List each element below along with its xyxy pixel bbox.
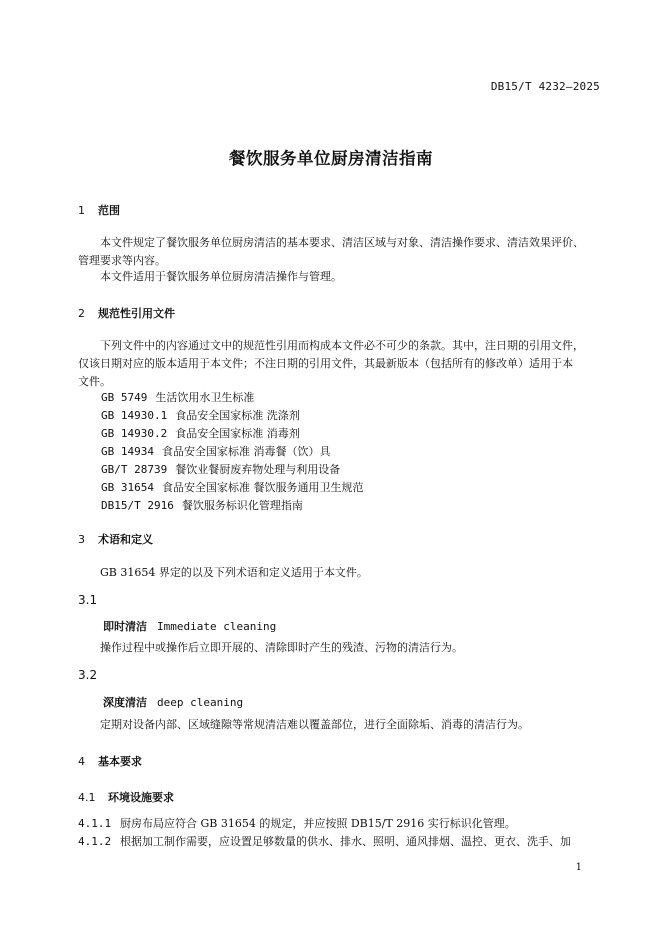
section-4-heading <box>78 753 142 769</box>
section-number: 2 <box>78 307 85 320</box>
reference-name: 食品安全国家标准 餐饮服务通用卫生规范 <box>161 481 364 494</box>
subsection-4-1-heading <box>78 789 174 805</box>
reference-code: DB15/T 2916 <box>101 499 174 512</box>
reference-name: 餐饮服务标识化管理指南 <box>181 499 303 512</box>
clause-text: 根据加工制作需要，应设置足够数量的供水、排水、照明、通风排烟、温控、更衣、洗手、加 <box>120 835 571 848</box>
section-title: 规范性引用文件 <box>98 307 175 320</box>
clause-number: 4.1.1 <box>78 817 112 830</box>
normative-intro-line-3: 文件。 <box>78 375 111 388</box>
term-title <box>103 694 243 710</box>
section-number: 4 <box>78 755 85 768</box>
section-title: 范围 <box>98 204 120 217</box>
scope-paragraph-1-line-1: 本文件规定了餐饮服务单位厨房清洁的基本要求、清洁区域与对象、清洁操作要求、清洁效果评价、 <box>100 236 584 249</box>
section-1-heading <box>78 202 120 218</box>
reference-item <box>101 461 340 477</box>
reference-code: GB/T 28739 <box>101 463 168 476</box>
reference-code: GB 14930.1 <box>101 409 168 422</box>
section-2-heading <box>78 305 175 321</box>
reference-code: GB 5749 <box>101 391 148 404</box>
reference-item <box>101 443 330 459</box>
term-english: deep cleaning <box>157 696 244 709</box>
section-title: 基本要求 <box>98 755 142 768</box>
normative-intro-line-2: 仅该日期对应的版本适用于本文件；不注日期的引用文件，其最新版本（包括所有的修改单）适用于本 <box>78 357 573 370</box>
reference-name: 食品安全国家标准 消毒剂 <box>175 427 300 440</box>
clause-item <box>78 833 571 849</box>
clause-number: 4.1.2 <box>78 835 112 848</box>
term-definition: 操作过程中或操作后立即开展的、清除即时产生的残渣、污物的清洁行为。 <box>100 641 463 654</box>
reference-item <box>101 389 254 405</box>
reference-item <box>101 425 300 441</box>
reference-code: GB 14930.2 <box>101 427 168 440</box>
term-number: 3.1 <box>78 593 98 607</box>
page-number: 1 <box>575 862 582 873</box>
reference-name: 生活饮用水卫生标准 <box>155 391 255 404</box>
section-3-heading <box>78 531 153 547</box>
reference-name: 食品安全国家标准 消毒餐（饮）具 <box>161 445 331 458</box>
reference-item <box>101 407 300 423</box>
scope-paragraph-2: 本文件适用于餐饮服务单位厨房清洁操作与管理。 <box>100 270 342 283</box>
clause-item <box>78 815 516 831</box>
term-english: Immediate cleaning <box>157 620 277 633</box>
scope-paragraph-1-line-2: 管理要求等内容。 <box>78 254 166 267</box>
subsection-title: 环境设施要求 <box>108 791 174 804</box>
term-number: 3.2 <box>78 668 98 682</box>
subsection-number: 4.1 <box>78 791 96 804</box>
section-number: 3 <box>78 533 85 546</box>
reference-item <box>101 497 303 513</box>
terms-intro: GB 31654 界定的以及下列术语和定义适用于本文件。 <box>100 566 368 579</box>
normative-intro-line-1: 下列文件中的内容通过文中的规范性引用而构成本文件必不可少的条款。其中，注日期的引用文件， <box>100 339 584 352</box>
clause-text: 厨房布局应符合 GB 31654 的规定，并应按照 DB15/T 2916 实行标识化管理。 <box>120 817 516 830</box>
term-chinese: 即时清洁 <box>103 620 147 633</box>
reference-item <box>101 479 363 495</box>
reference-name: 餐饮业餐厨废弃物处理与利用设备 <box>175 463 341 476</box>
term-chinese: 深度清洁 <box>103 696 147 709</box>
section-number: 1 <box>78 204 85 217</box>
section-title: 术语和定义 <box>98 533 153 546</box>
reference-name: 食品安全国家标准 洗涤剂 <box>175 409 300 422</box>
document-title: 餐饮服务单位厨房清洁指南 <box>229 149 433 168</box>
reference-code: GB 31654 <box>101 481 154 494</box>
reference-code: GB 14934 <box>101 445 154 458</box>
term-title <box>103 618 276 634</box>
term-definition: 定期对设备内部、区域缝隙等常规清洁难以覆盖部位，进行全面除垢、消毒的清洁行为。 <box>100 718 529 731</box>
document-code: DB15/T 4232—2025 <box>490 80 600 93</box>
